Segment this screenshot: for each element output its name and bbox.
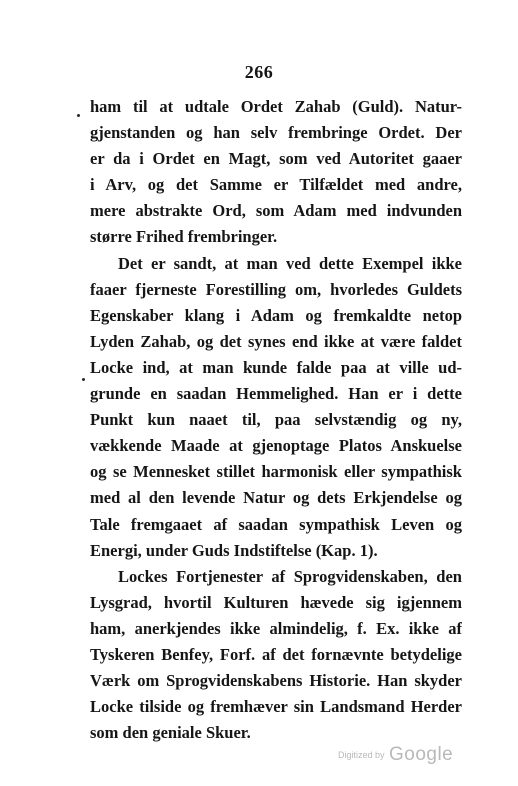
text-line: Det er sandt, at man ved dette Exempel ikke [118,253,462,273]
text-line: større Frihed frembringer. [90,227,278,247]
text-line: Lockes Fortjenester af Sprogvidenskaben, den [118,566,462,586]
margin-dot [82,378,85,381]
google-watermark [338,744,453,766]
text-line: Punkt kun naaet til, paa selvstændig og ny, [90,410,462,430]
text-line: faaer fjerneste Forestilling om, hvorledes Guldets [90,279,462,299]
text-line: Lysgrad, hvortil Kulturen hævede sig igjennem [90,592,462,612]
text-line: mere abstrakte Ord, som Adam med indvunden [90,201,462,221]
text-line: grunde en saadan Hemmelighed. Han er i dette [90,384,462,404]
text-line: gjenstanden og han selv frembringe Ordet. Der [90,123,462,143]
text-line: Egenskaber klang i Adam og fremkaldte netop [90,305,462,325]
text-line: Locke tilside og fremhæver sin Landsmand Herder [90,697,462,717]
text-line: vækkende Maade at gjenoptage Platos Anskuelse [90,436,462,456]
text-line: Energi, under Guds Indstiftelse (Kap. 1). [90,540,378,560]
margin-dot [77,114,80,117]
watermark-brand: Google [388,744,454,765]
text-line: Tale fremgaaet af saadan sympathisk Leven og [90,514,462,534]
text-line: med al den levende Natur og dets Erkjendelse og [90,488,462,508]
watermark-prefix: Digitized by [338,750,385,760]
text-line: Lyden Zahab, og det synes end ikke at være faldet [90,331,462,351]
text-line: ham, anerkjendes ikke almindelig, f. Ex. ikke af [90,618,462,638]
body-text [90,94,462,746]
text-line: som den geniale Skuer. [90,723,251,743]
text-line: Værk om Sprogvidenskabens Historie. Han skyder [90,671,462,691]
text-line: Locke ind, at man kunde falde paa at ville ud- [90,357,462,377]
text-line: ham til at udtale Ordet Zahab (Guld). Natur- [90,97,462,116]
text-line: er da i Ordet en Magt, som ved Autoritet gaaer [90,149,462,169]
text-line: i Arv, og det Samme er Tilfældet med andre, [90,175,462,195]
text-line: og se Mennesket stillet harmonisk eller sympathisk [90,462,462,482]
text-line: Tyskeren Benfey, Forf. af det fornævnte betydelige [90,644,462,664]
page-number: 266 [244,62,274,82]
